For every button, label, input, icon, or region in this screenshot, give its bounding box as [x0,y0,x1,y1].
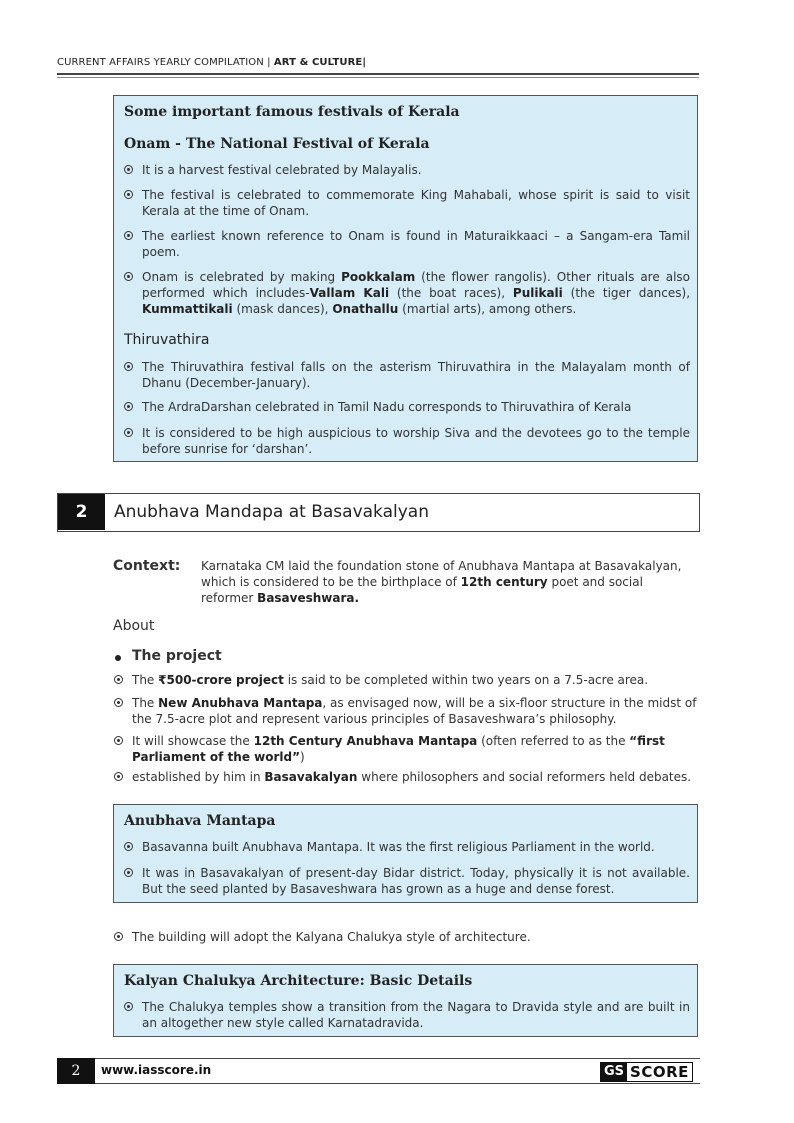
section-header [57,493,700,532]
anubhava-mantapa-box [113,804,698,903]
kerala-box-title: Some important famous festivals of Kerala [124,104,460,120]
thiru-item-2: The ArdraDarshan celebrated in Tamil Nadu corresponds to Thiruvathira of Kerala [142,399,690,415]
chalukya-item-1: The Chalukya temples show a transition from the Nagara to Dravida style and are built in an altogether new style called Karnatadravida. [142,999,690,1031]
bullet-icon [124,165,133,174]
footer-url-link[interactable]: www.iasscore.in [101,1063,212,1077]
bullet-icon [124,272,133,281]
onam-title: Onam - The National Festival of Kerala [124,136,430,152]
project-heading: The project [132,648,222,664]
header-right: ART & CULTURE [273,57,363,68]
section-number: 2 [58,494,105,530]
bullet-icon [124,231,133,240]
page-number: 2 [57,1058,95,1084]
chalukya-architecture-box [113,964,698,1037]
bullet-icon [124,428,133,437]
project-item-1: The ₹500-crore project is said to be completed within two years on a 7.5-acre area. [132,672,699,688]
onam-item-2: The festival is celebrated to commemorate King Mahabali, whose spirit is said to visit Kerala at the time of Onam. [142,187,690,219]
bullet-icon [114,698,123,707]
header-rule [57,73,699,75]
mantapa-box-title: Anubhava Mantapa [124,813,276,829]
bullet-icon [114,772,123,781]
context-label: Context: [113,558,181,574]
section-title: Anubhava Mandapa at Basavakalyan [114,502,429,522]
logo-gs: GS [601,1063,627,1081]
building-item: The building will adopt the Kalyana Chalukya style of architecture. [132,929,699,945]
mantapa-item-2: It was in Basavakalyan of present-day Bidar district. Today, physically it is not available. But the seed planted by Basaveshwara has grown as a huge and dense forest. [142,865,690,897]
thiru-item-1: The Thiruvathira festival falls on the asterism Thiruvathira in the Malayalam month of Dhanu (December-January). [142,359,690,391]
header-end: | [362,57,367,68]
bullet-icon [114,736,123,745]
bullet-icon [114,932,123,941]
bullet-icon [114,675,123,684]
thiru-item-3: It is considered to be high auspicious to worship Siva and the devotees go to the temple before sunrise for ‘darshan’. [142,425,690,457]
bullet-icon [124,842,133,851]
onam-item-1: It is a harvest festival celebrated by Malayalis. [142,162,690,178]
header-sep: | [263,57,274,68]
gs-score-logo [600,1062,693,1082]
project-item-2: The New Anubhava Mantapa, as envisaged now, will be a six-floor structure in the midst of the 7.5-acre plot and represent various principles of Basaveshwara’s philosophy. [132,695,699,727]
kerala-festivals-box [113,95,698,462]
running-header [57,57,366,68]
bullet-icon [124,362,133,371]
about-heading: About [113,618,155,634]
thiruvathira-title: Thiruvathira [124,332,210,348]
bullet-icon [124,1002,133,1011]
chalukya-box-title: Kalyan Chalukya Architecture: Basic Details [124,973,473,989]
logo-score: SCORE [630,1063,689,1081]
project-item-4: established by him in Basavakalyan where philosophers and social reformers held debates. [132,769,699,785]
header-left: CURRENT AFFAIRS YEARLY COMPILATION [57,57,264,68]
bullet-icon [124,402,133,411]
onam-item-4: Onam is celebrated by making Pookkalam (the flower rangolis). Other rituals are also performed which includes-Vallam Kali (the boat races), Pulikali (the tiger dances), Kummattikali (mask dances), Onathallu (martial arts), among others. [142,269,690,317]
mantapa-item-1: Basavanna built Anubhava Mantapa. It was the first religious Parliament in the world. [142,839,690,855]
context-text: Karnataka CM laid the foundation stone of Anubhava Mantapa at Basavakalyan, which is considered to be the birthplace of 12th century poet and social reformer Basaveshwara. [201,559,682,605]
bullet-icon [124,190,133,199]
header-rule-thin [57,77,699,78]
project-bullet-icon [115,655,121,661]
onam-item-3: The earliest known reference to Onam is found in Maturaikkaaci – a Sangam-era Tamil poem. [142,228,690,260]
bullet-icon [124,868,133,877]
project-item-3: It will showcase the 12th Century Anubhava Mantapa (often referred to as the “first Parliament of the world”) [132,733,699,765]
